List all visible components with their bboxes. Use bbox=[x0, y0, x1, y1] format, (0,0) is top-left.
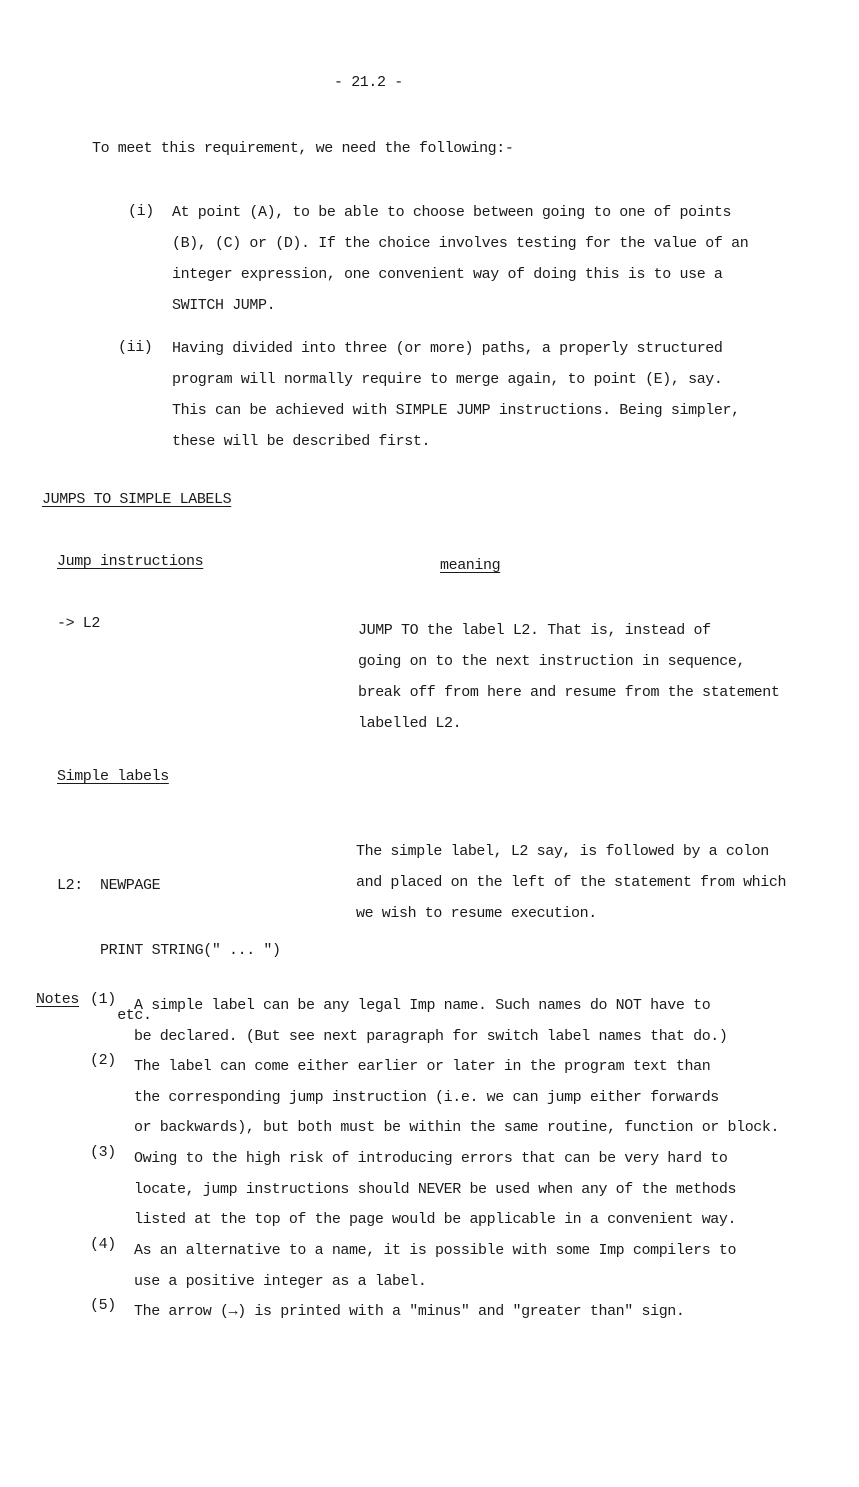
requirement-line: (B), (C) or (D). If the choice involves testing for the value of an bbox=[172, 235, 749, 252]
note-marker: (5) bbox=[90, 1297, 116, 1314]
label-meaning bbox=[356, 836, 786, 929]
code-line: PRINT STRING(" ... ") bbox=[57, 942, 281, 959]
note-line: be declared. (But see next paragraph for switch label names that do.) bbox=[134, 1027, 728, 1045]
note-item bbox=[134, 1052, 779, 1144]
note-marker: (4) bbox=[90, 1236, 116, 1253]
simple-labels-heading: Simple labels bbox=[57, 768, 169, 785]
meaning-line: labelled L2. bbox=[358, 715, 462, 732]
intro-text: To meet this requirement, we need the following:- bbox=[92, 140, 514, 157]
meaning-line: The simple label, L2 say, is followed by a colon bbox=[356, 843, 769, 860]
requirement-marker: (ii) bbox=[118, 339, 153, 356]
note-marker: (1) bbox=[90, 991, 116, 1008]
note-line: use a positive integer as a label. bbox=[134, 1272, 427, 1290]
note-line: As an alternative to a name, it is possible with some Imp compilers to bbox=[134, 1242, 737, 1259]
note-line: The arrow (→) is printed with a "minus" and "greater than" sign. bbox=[134, 1303, 685, 1320]
note-line: the corresponding jump instruction (i.e. we can jump either forwards bbox=[134, 1088, 719, 1106]
meaning-line: JUMP TO the label L2. That is, instead of bbox=[358, 622, 711, 639]
requirement-marker: (i) bbox=[128, 203, 154, 220]
requirement-item bbox=[172, 333, 740, 457]
section-heading: JUMPS TO SIMPLE LABELS bbox=[42, 491, 232, 508]
note-marker: (2) bbox=[90, 1052, 116, 1069]
note-line: Owing to the high risk of introducing errors that can be very hard to bbox=[134, 1150, 728, 1167]
requirement-line: Having divided into three (or more) paths, a properly structured bbox=[172, 340, 723, 357]
note-marker: (3) bbox=[90, 1144, 116, 1161]
jump-meaning bbox=[358, 615, 779, 739]
note-line: or backwards), but both must be within the same routine, function or block. bbox=[134, 1119, 780, 1136]
note-item bbox=[134, 1297, 685, 1328]
requirement-line: This can be achieved with SIMPLE JUMP instructions. Being simpler, bbox=[172, 402, 740, 419]
note-line: locate, jump instructions should NEVER be used when any of the methods bbox=[134, 1180, 737, 1198]
notes-label: Notes bbox=[36, 991, 80, 1008]
code-line: etc. bbox=[57, 1007, 152, 1024]
requirement-line: program will normally require to merge again, to point (E), say. bbox=[172, 371, 723, 388]
note-line: The label can come either earlier or later in the program text than bbox=[134, 1058, 711, 1075]
requirement-line: At point (A), to be able to choose between going to one of points bbox=[172, 204, 732, 221]
requirement-line: SWITCH JUMP. bbox=[172, 297, 276, 314]
meaning-line: going on to the next instruction in sequence, bbox=[358, 653, 746, 670]
column-header-meaning: meaning bbox=[440, 557, 501, 574]
column-header-jump-instructions: Jump instructions bbox=[57, 553, 204, 570]
note-item bbox=[134, 1236, 736, 1297]
note-line: listed at the top of the page would be applicable in a convenient way. bbox=[134, 1211, 737, 1228]
note-item bbox=[134, 1144, 736, 1236]
requirement-item bbox=[172, 197, 748, 321]
code-line: L2: NEWPAGE bbox=[57, 877, 161, 894]
meaning-line: we wish to resume execution. bbox=[356, 905, 597, 922]
note-item bbox=[134, 991, 728, 1052]
meaning-line: break off from here and resume from the statement bbox=[358, 684, 780, 701]
page-number: - 21.2 - bbox=[334, 74, 403, 91]
requirement-line: these will be described first. bbox=[172, 433, 431, 450]
note-line: A simple label can be any legal Imp name. Such names do NOT have to bbox=[134, 997, 711, 1014]
requirement-line: integer expression, one convenient way of doing this is to use a bbox=[172, 266, 723, 283]
meaning-line: and placed on the left of the statement from which bbox=[356, 874, 787, 891]
jump-code: -> L2 bbox=[57, 615, 101, 632]
